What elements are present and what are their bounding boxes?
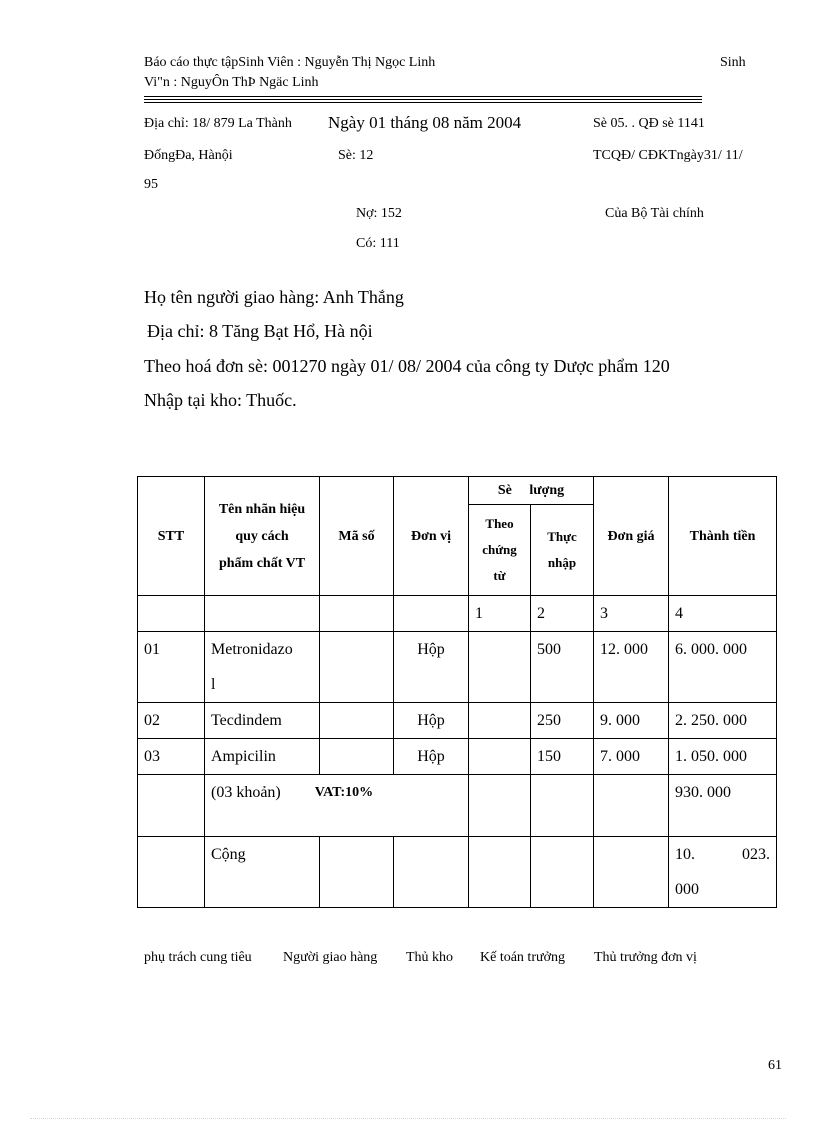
header-line-2: Vi"n : NguyÔn ThÞ Ngäc Linh <box>144 75 319 90</box>
header-qty-doc-line-1: Theo <box>485 516 514 531</box>
receipt-number: Sè: 12 <box>338 148 374 163</box>
header-amount: Thành tiền <box>669 477 777 596</box>
total-amount-part-1: 10. <box>675 846 695 863</box>
info-warehouse: Nhập tại kho: Thuốc. <box>144 390 297 410</box>
page-bottom-divider <box>30 1118 786 1119</box>
receipt-date: Ngày 01 tháng 08 năm 2004 <box>328 113 522 132</box>
header-line-1-right: Sinh <box>720 55 746 70</box>
index-cell: 2 <box>531 596 594 632</box>
total-amount <box>669 837 777 908</box>
row-qty-actual: 150 <box>531 739 594 775</box>
header-qty-actual <box>531 505 594 596</box>
row-amount: 1. 050. 000 <box>669 739 777 775</box>
index-cell: 1 <box>469 596 531 632</box>
header-stt: STT <box>138 477 205 596</box>
receipt-decision-2: TCQĐ/ CĐKTngày31/ 11/ <box>593 148 743 163</box>
receipt-credit: Có: 111 <box>356 236 400 251</box>
page-number: 61 <box>768 1058 782 1073</box>
table-total-row <box>138 837 777 908</box>
header-code: Mã số <box>320 477 394 596</box>
row-name: Tecdindem <box>205 703 320 739</box>
row-unit: Hộp <box>394 739 469 775</box>
signature-head-of-unit: Thủ trưởng đơn vị <box>594 950 697 965</box>
table-header-row-1 <box>138 477 777 505</box>
header-qty-actual-line-2: nhập <box>547 555 577 570</box>
info-address: Địa chỉ: 8 Tăng Bạt Hổ, Hà nội <box>147 321 373 341</box>
header-qty-doc-line-2: chứng <box>482 542 517 557</box>
row-price: 12. 000 <box>594 632 669 703</box>
signature-deliverer: Người giao hàng <box>283 950 378 965</box>
row-name-line-2: l <box>211 676 216 693</box>
row-price: 7. 000 <box>594 739 669 775</box>
row-amount: 6. 000. 000 <box>669 632 777 703</box>
index-cell: 3 <box>594 596 669 632</box>
signature-supply: phụ trách cung tiêu <box>144 950 252 965</box>
header-quantity-a: Sè <box>497 483 512 498</box>
vat-items: (03 khoản) <box>211 784 281 801</box>
receipt-table <box>137 476 777 908</box>
receipt-decision-3: Của Bộ Tài chính <box>605 206 704 221</box>
table-row <box>138 632 777 703</box>
header-name-line-3: phẩm chất VT <box>218 555 306 571</box>
signature-storekeeper: Thủ kho <box>406 950 454 965</box>
row-price: 9. 000 <box>594 703 669 739</box>
header-price: Đơn giá <box>594 477 669 596</box>
receipt-debit: Nợ: 152 <box>356 206 402 221</box>
table-vat-row <box>138 775 777 837</box>
header-rule-2 <box>144 99 702 100</box>
header-rule-3 <box>144 102 702 103</box>
receipt-address-1: Địa chỉ: 18/ 879 La Thành <box>144 116 292 131</box>
total-label: Cộng <box>205 837 320 908</box>
header-rule-1 <box>144 96 702 97</box>
table-row <box>138 739 777 775</box>
header-quantity-b: lượng <box>529 483 565 498</box>
row-unit: Hộp <box>394 632 469 703</box>
header-name-line-1: Tên nhãn hiệu <box>218 501 306 517</box>
table-row <box>138 703 777 739</box>
total-amount-part-3: 000 <box>675 881 699 898</box>
row-name <box>205 632 320 703</box>
total-amount-part-2: 023. <box>742 846 770 863</box>
vat-label: VAT:10% <box>314 785 374 800</box>
table-index-row <box>138 596 777 632</box>
header-qty-actual-line-1: Thực <box>547 529 577 544</box>
header-qty-doc <box>469 505 531 596</box>
row-qty-actual: 250 <box>531 703 594 739</box>
index-cell: 4 <box>669 596 777 632</box>
row-stt: 03 <box>138 739 205 775</box>
header-name <box>205 477 320 596</box>
row-name: Ampicilin <box>205 739 320 775</box>
row-name-line-1: Metronidazo <box>211 641 293 658</box>
info-invoice: Theo hoá đơn sè: 001270 ngày 01/ 08/ 2004 của công ty Dược phẩm 120 <box>144 356 670 376</box>
vat-amount: 930. 000 <box>669 775 777 837</box>
header-line-1: Báo cáo thực tậpSinh Viên : Nguyễn Thị Ngọc Linh <box>144 55 436 70</box>
row-stt: 01 <box>138 632 205 703</box>
row-amount: 2. 250. 000 <box>669 703 777 739</box>
row-qty-actual: 500 <box>531 632 594 703</box>
vat-cell <box>205 775 469 837</box>
signature-chief-accountant: Kế toán trưởng <box>480 950 565 965</box>
receipt-address-2: ĐốngĐa, Hànội <box>144 148 233 163</box>
header-name-line-2: quy cách <box>235 528 289 544</box>
header-quantity <box>469 477 594 505</box>
receipt-address-3: 95 <box>144 177 158 192</box>
row-unit: Hộp <box>394 703 469 739</box>
receipt-decision-1: Sè 05. . QĐ sè 1141 <box>593 116 705 131</box>
header-qty-doc-line-3: từ <box>493 568 506 583</box>
row-stt: 02 <box>138 703 205 739</box>
header-unit: Đơn vị <box>394 477 469 596</box>
info-deliverer: Họ tên người giao hàng: Anh Thắng <box>144 287 404 307</box>
